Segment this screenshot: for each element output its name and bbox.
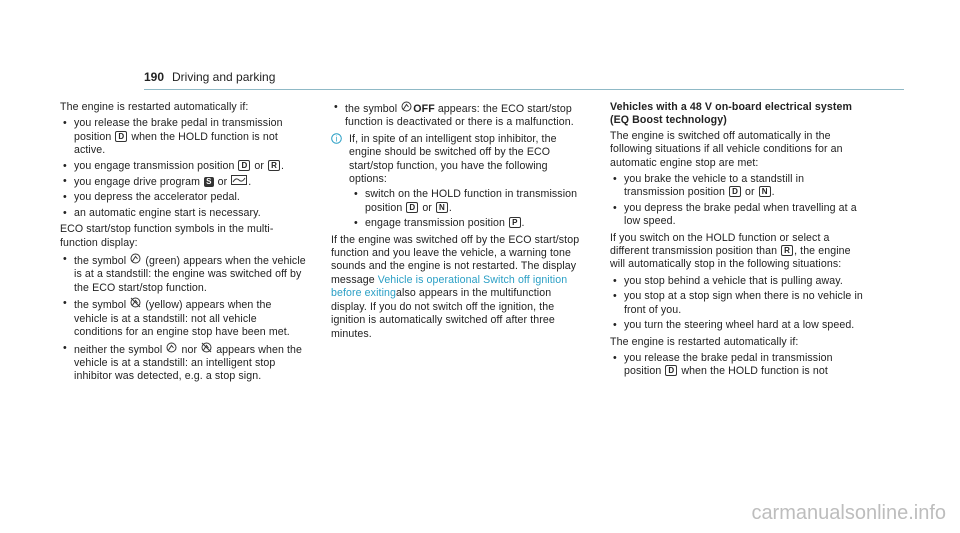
paragraph: The engine is restarted automatically if: — [60, 101, 249, 113]
paragraph — [331, 234, 581, 341]
eco-start-stop-icon — [130, 253, 141, 265]
paragraph: The engine is restarted automatically if: — [610, 335, 799, 348]
bullet-list — [610, 275, 866, 333]
section-heading: Vehicles with a 48 V on-board electrical system (EQ Boost technology) — [610, 101, 852, 127]
text: switch on the HOLD function in transmission position — [365, 188, 578, 214]
list-item: • engage transmission position P . — [349, 217, 581, 230]
bullet-list — [60, 253, 308, 384]
sub-list — [349, 188, 581, 230]
eco-inhibited-icon — [201, 342, 212, 354]
text: also appears in the multifunction display. If you do not switch off the ignition, the ignition is automatically switched off after three minutes. — [331, 287, 555, 340]
bullet-list — [610, 352, 866, 379]
text: If you switch on the HOLD function or select a different transmission position than — [610, 231, 830, 258]
page-number: 190 — [144, 70, 165, 84]
bullet-list — [60, 117, 308, 220]
text: appears when the vehicle is at a standstill: an intelligent stop inhibitor was detected, e.g. a stop sign. — [74, 343, 303, 383]
list-item: • you brake the vehicle to a standstill in transmission position D or N . — [610, 173, 866, 200]
paragraph: ECO start/stop function symbols in the multi-function display: — [60, 223, 274, 249]
bullet-list — [610, 173, 866, 229]
text: you engage drive program — [74, 176, 201, 189]
section-title: Driving and parking — [172, 70, 276, 84]
transmission-d-icon: D — [665, 365, 677, 376]
list-item: • you depress the accelerator pedal. — [60, 191, 308, 204]
text: when the HOLD function is not — [681, 365, 828, 378]
text: you release the brake pedal in transmission position — [624, 351, 833, 378]
text: the symbol — [74, 255, 127, 268]
text: you brake the vehicle to a standstill in transmission position — [624, 173, 805, 199]
transmission-n-icon: N — [759, 186, 771, 197]
text: (green) appears when the vehicle is at a standstill: the engine was switched off by the ECO start/stop function. — [74, 255, 306, 294]
page-header — [0, 0, 960, 90]
text: appears: the ECO start/stop function is deactivated or there is a malfunction. — [345, 103, 574, 129]
column-2 — [331, 101, 581, 344]
list-item: • an automatic engine start is necessary. — [60, 207, 308, 220]
text: or — [745, 186, 755, 199]
info-note — [331, 133, 581, 231]
list-item — [331, 101, 581, 130]
list-item — [60, 342, 308, 384]
list-item: • switch on the HOLD function in transmission position D or N . — [349, 188, 581, 215]
bullet-list — [331, 101, 581, 130]
column-1 — [60, 101, 308, 387]
watermark: carmanualsonline.info — [751, 502, 946, 524]
display-message: Vehicle is operational Switch off ignition before exiting — [331, 273, 568, 300]
paragraph — [610, 232, 866, 272]
off-label: OFF — [413, 103, 435, 115]
list-item: • you turn the steering wheel hard at a low speed. — [610, 319, 866, 332]
transmission-r-icon: R — [268, 160, 280, 171]
eco-start-stop-icon — [401, 101, 412, 113]
column-3 — [610, 101, 866, 382]
comfort-program-icon — [231, 175, 247, 186]
paragraph: The engine is switched off automatically in the following situations if all vehicle conditions for an automatic engine stop are met: — [610, 129, 843, 169]
text: , the engine will automatically stop in the following situations: — [610, 245, 851, 271]
info-note-icon — [331, 133, 342, 147]
text: you engage transmission position — [74, 159, 235, 172]
transmission-p-icon: P — [509, 217, 520, 228]
text: nor — [181, 343, 198, 356]
text: If the engine was switched off by the ECO start/stop function and you leave the vehicle, a warning tone sounds and the engine is not restarted. The display message — [331, 233, 580, 286]
text: or — [217, 176, 228, 189]
text: engage transmission position — [365, 217, 506, 230]
transmission-d-icon: D — [238, 160, 250, 171]
transmission-r-icon: R — [781, 245, 793, 256]
transmission-n-icon: N — [436, 202, 448, 213]
eco-start-stop-icon — [166, 342, 177, 354]
transmission-d-icon: D — [729, 186, 741, 197]
list-item — [60, 117, 308, 157]
text: you release the brake pedal in transmission position — [74, 117, 283, 143]
transmission-d-icon: D — [115, 131, 127, 142]
transmission-d-icon: D — [406, 202, 418, 213]
text: (yellow) appears when the vehicle is at a standstill: not all vehicle conditions for an engine stop have been met. — [74, 299, 290, 339]
list-item: • you engage transmission position D or R . — [60, 160, 308, 173]
list-item: • you stop behind a vehicle that is pulling away. — [610, 275, 866, 288]
list-item: • you depress the brake pedal when travelling at a low speed. — [610, 202, 866, 229]
text: the symbol — [345, 103, 398, 115]
text: neither the symbol — [74, 343, 163, 356]
header-rule — [144, 89, 904, 90]
text: or — [254, 159, 265, 172]
list-item — [610, 352, 866, 379]
eco-inhibited-icon — [130, 297, 141, 309]
svg-text:i: i — [335, 134, 338, 144]
text: the symbol — [74, 299, 127, 312]
text: or — [422, 201, 432, 214]
list-item: • you engage drive program S or . — [60, 175, 308, 189]
note-text: If, in spite of an intelligent stop inhibitor, the engine should be switched off by the ECO start/stop function, you have the following options: — [349, 132, 557, 186]
list-item — [60, 297, 308, 339]
sport-program-icon: S — [206, 177, 212, 187]
text: when the HOLD function is not active. — [74, 130, 278, 157]
list-item — [60, 253, 308, 295]
list-item: • you stop at a stop sign when there is no vehicle in front of you. — [610, 290, 866, 317]
